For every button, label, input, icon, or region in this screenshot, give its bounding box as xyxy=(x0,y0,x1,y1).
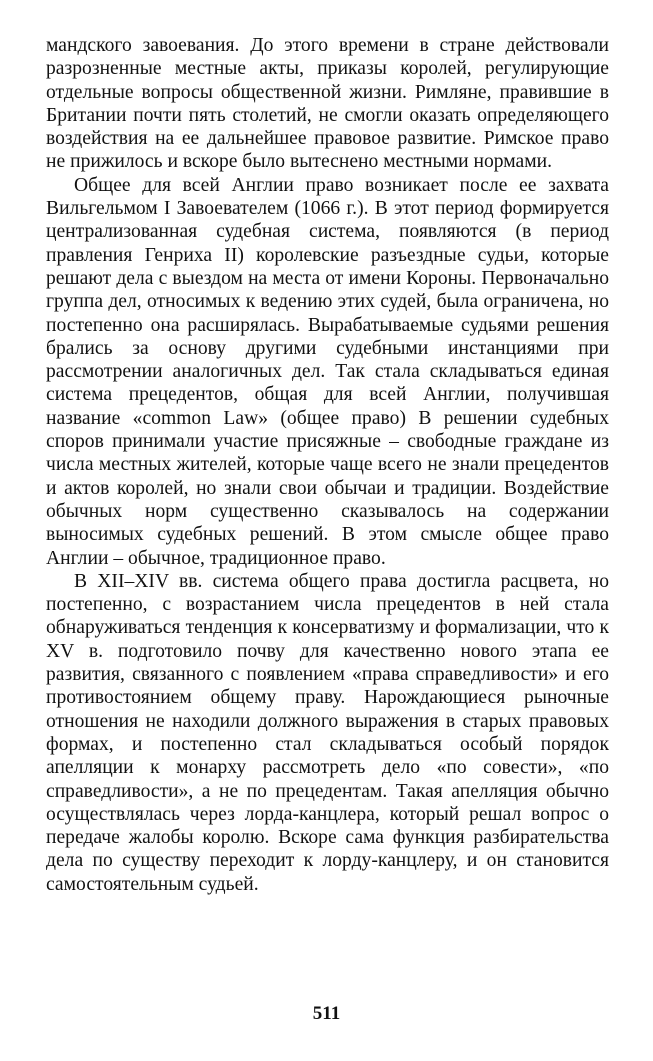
paragraph-equity-law: В XII–XIV вв. система общего права достигла расцвета, но постепенно, с возрастанием числа прецедентов в ней стала обнаруживаться тенденция к консерватизму и формализации, что к XV в. подготовило почву для качественно нового этапа ее развития, связанного с появлением «права справедливости» и его противостоянием общему праву. Нарождающиеся рыночные отношения не находили должного выражения в старых правовых формах, и постепенно стал складываться особый порядок апелляции к монарху рассмотреть дело «по совести», «по справедливости», а не по прецедентам. Такая апелляция обычно осуществлялась через лорда-канцлера, который решал вопрос о передаче жалобы королю. Вскоре сама функция разбирательства дела по существу переходит к лорду-канцлеру, и он становится самостоятельным судьей. xyxy=(46,570,609,895)
paragraph-common-law-origins: Общее для всей Англии право возникает после ее захвата Вильгельмом I Завоевателем (1066 г.). В этот период формируется централизованная судебная система, появляются (в период правления Генриха II) королевские разъездные судьи, которые решают дела с выездом на места от имени Короны. Первоначально группа дел, относимых к ведению этих судей, была ограничена, но постепенно она расширялась. Вырабатываемые судьями решения брались за основу другими судебными инстанциями при рассмотрении аналогичных дел. Так стала складываться единая система прецедентов, общая для всей Англии, получившая название «common Law» (общее право) В решении судебных споров принимали участие присяжные – свободные граждане из числа местных жителей, которые чаще всего не знали прецедентов и актов королей, но знали свои обычаи и традиции. Воздействие обычных норм существенно сказывалось на содержании выносимых судебных решений. В этом смысле общее право Англии – обычное, традиционное право. xyxy=(46,174,609,569)
page-body xyxy=(46,34,609,896)
page-number: 511 xyxy=(312,1003,341,1024)
paragraph-continued: мандского завоевания. До этого времени в стране действовали разрозненные местные акты, приказы королей, регулирующие отдельные вопросы общественной жизни. Римляне, правившие в Британии почти пять столетий, не смогли оказать определяющего воздействия на ее дальнейшее правовое развитие. Римское право не прижилось и вскоре было вытеснено местными нормами. xyxy=(46,35,609,173)
